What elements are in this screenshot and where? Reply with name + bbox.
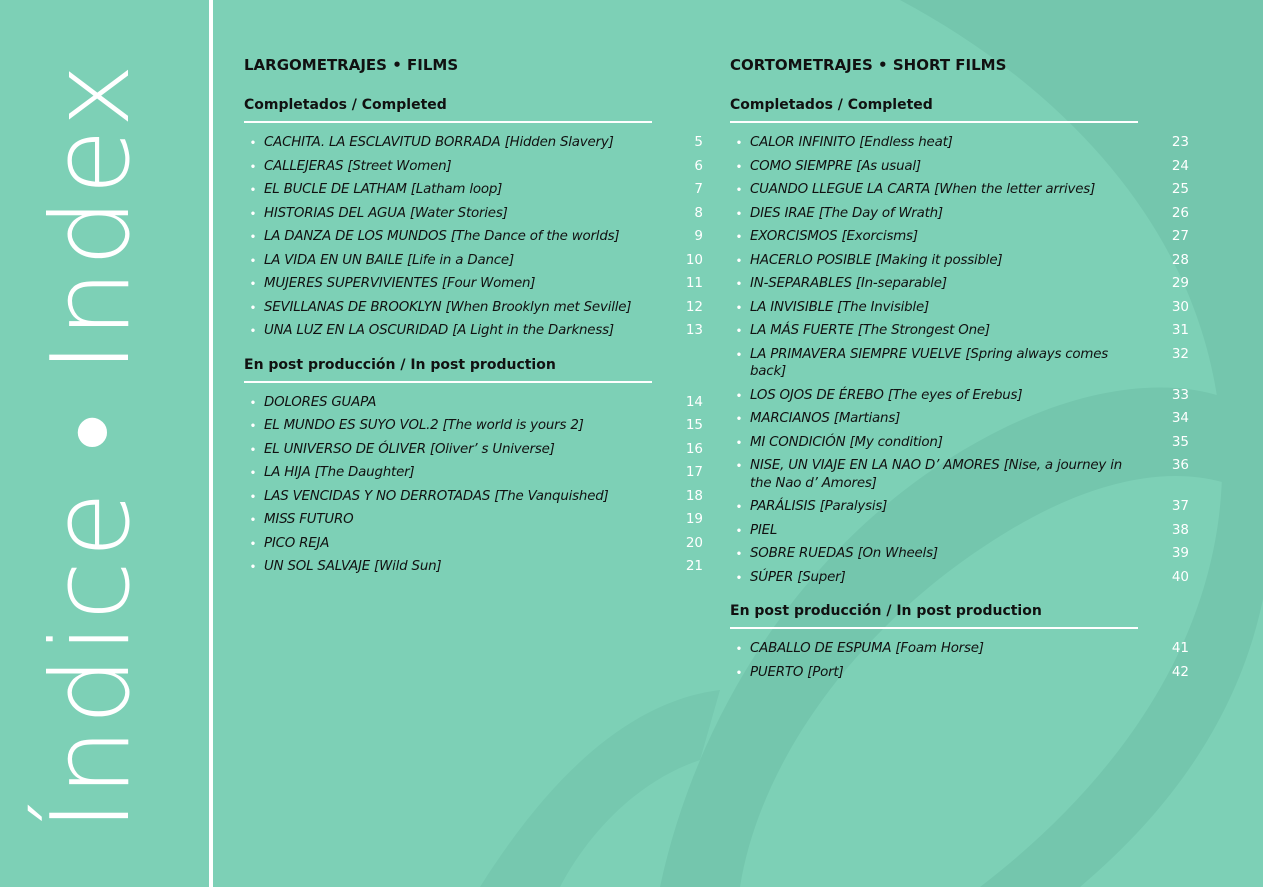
section-heading: Completados / Completed [244, 95, 652, 123]
list-item[interactable] [730, 566, 1192, 590]
bullet-icon: • [250, 299, 256, 314]
list-item[interactable] [730, 202, 1192, 226]
list-item[interactable] [244, 319, 706, 343]
list-item[interactable] [730, 384, 1192, 408]
bullet-icon: • [736, 641, 742, 655]
page-number: 36 [1171, 457, 1189, 473]
page-number: 21 [685, 558, 703, 574]
page-number: 34 [1171, 410, 1189, 426]
list-item[interactable] [244, 296, 706, 320]
bullet-icon: • [736, 387, 742, 402]
entry-title: COMO SIEMPRE [As usual] [750, 158, 921, 174]
bullet-icon: • [736, 135, 742, 149]
bullet-icon: • [250, 512, 256, 526]
page-number: 7 [694, 181, 703, 197]
page-number: 38 [1171, 521, 1189, 538]
bullet-icon: • [250, 535, 256, 550]
bullet-icon: • [736, 252, 742, 267]
entry-title: MISS FUTURO [264, 512, 354, 527]
entry-title: LA PRIMAVERA SIEMPRE VUELVE [Spring always comes back] [750, 346, 1109, 379]
entry-title: CALLEJERAS [Street Women] [264, 158, 452, 174]
entry-title: IN-SEPARABLES [In-separable] [750, 276, 947, 291]
entry-title: DOLORES GUAPA [264, 394, 377, 410]
list-item[interactable] [730, 225, 1192, 249]
bullet-icon: • [250, 323, 256, 337]
list-item[interactable] [244, 249, 706, 273]
page-number: 35 [1171, 433, 1189, 450]
list-item[interactable] [730, 131, 1192, 155]
page-number: 6 [694, 157, 703, 174]
page-number: 13 [685, 322, 703, 338]
page-number: 18 [685, 487, 703, 504]
entry-title: MUJERES SUPERVIVIENTES [Four Women] [264, 276, 536, 291]
bullet-icon: • [736, 499, 742, 513]
page-number: 23 [1171, 134, 1189, 150]
list-item[interactable] [244, 202, 706, 226]
bullet-icon: • [250, 205, 256, 220]
list-item[interactable] [730, 431, 1192, 455]
column-heading: LARGOMETRAJES • FILMS [244, 56, 459, 74]
bullet-icon: • [250, 418, 256, 432]
shorts-completed-section [730, 95, 1192, 589]
entry-title: DIES IRAE [The Day of Wrath] [750, 205, 943, 221]
page-number: 5 [694, 134, 703, 150]
list-item[interactable] [730, 519, 1192, 543]
list-item[interactable] [244, 438, 706, 462]
section-heading: En post producción / In post production [244, 355, 652, 383]
bullet-icon: • [736, 434, 742, 449]
entry-title: LA INVISIBLE [The Invisible] [750, 299, 930, 315]
entry-title: CABALLO DE ESPUMA [Foam Horse] [750, 641, 984, 656]
entry-title: LA VIDA EN UN BAILE [Life in a Dance] [264, 252, 514, 268]
entry-title: HACERLO POSIBLE [Making it possible] [750, 252, 1003, 268]
bullet-icon: • [736, 158, 742, 173]
page-number: 32 [1171, 345, 1189, 362]
entry-title: PIEL [750, 522, 778, 538]
page-number: 25 [1171, 181, 1189, 197]
entry-title: LA DANZA DE LOS MUNDOS [The Dance of the worlds] [264, 229, 620, 244]
entry-title: LA HIJA [The Daughter] [264, 465, 415, 480]
bullet-icon: • [250, 465, 256, 479]
entry-title: HISTORIAS DEL AGUA [Water Stories] [264, 205, 508, 221]
list-item[interactable] [244, 555, 706, 579]
bullet-icon: • [736, 458, 742, 472]
list-item[interactable] [730, 178, 1192, 202]
bullet-icon: • [736, 546, 742, 560]
page-number: 15 [685, 417, 703, 433]
page-number: 14 [685, 393, 703, 410]
list-item[interactable] [730, 407, 1192, 431]
list-item[interactable] [244, 225, 706, 249]
page-number: 11 [685, 275, 703, 291]
bullet-icon: • [250, 559, 256, 573]
entry-title: PUERTO [Port] [750, 664, 844, 680]
bullet-icon: • [736, 323, 742, 337]
page-number: 19 [685, 511, 703, 527]
list-item[interactable] [244, 131, 706, 155]
bullet-icon: • [250, 229, 256, 243]
list-item[interactable] [730, 343, 1192, 384]
page-number: 12 [685, 298, 703, 315]
bullet-icon: • [736, 205, 742, 220]
bullet-icon: • [736, 664, 742, 679]
list-item[interactable] [730, 155, 1192, 179]
page-number: 30 [1171, 298, 1189, 315]
entry-title: MI CONDICIÓN [My condition] [750, 434, 943, 450]
page-number: 39 [1171, 545, 1189, 561]
bullet-icon: • [736, 411, 742, 425]
bullet-icon: • [250, 135, 256, 149]
list-item[interactable] [730, 542, 1192, 566]
list-item[interactable] [244, 532, 706, 556]
entry-title: SEVILLANAS DE BROOKLYN [When Brooklyn met Seville] [264, 299, 632, 315]
entry-title: LOS OJOS DE ÉREBO [The eyes of Erebus] [750, 387, 1023, 403]
bullet-icon: • [736, 229, 742, 243]
list-item[interactable] [244, 414, 706, 438]
entry-title: LA MÁS FUERTE [The Strongest One] [750, 323, 990, 338]
page-number: 8 [694, 204, 703, 221]
entry-title: SÚPER [Super] [750, 569, 846, 585]
list-item[interactable] [730, 637, 1192, 661]
list-item[interactable] [730, 661, 1192, 685]
films-completed-section [244, 95, 706, 343]
vertical-divider [209, 0, 213, 887]
page-number: 10 [685, 251, 703, 268]
entry-title: LAS VENCIDAS Y NO DERROTADAS [The Vanquished] [264, 488, 609, 504]
films-post-production-section [244, 355, 706, 579]
page-number: 27 [1171, 228, 1189, 244]
bullet-icon: • [736, 182, 742, 196]
page-number: 9 [694, 228, 703, 244]
page-number: 40 [1171, 568, 1189, 585]
page-number: 37 [1171, 498, 1189, 514]
bullet-icon: • [736, 346, 742, 361]
page-number: 20 [685, 534, 703, 551]
list-item[interactable] [244, 391, 706, 415]
page-number: 31 [1171, 322, 1189, 338]
entry-title: EL UNIVERSO DE ÓLIVER [Oliver’ s Universe] [264, 441, 555, 457]
list-item[interactable] [730, 454, 1192, 495]
bullet-icon: • [250, 441, 256, 456]
list-item[interactable] [730, 495, 1192, 519]
shorts-post-production-section [730, 601, 1192, 684]
bullet-icon: • [250, 488, 256, 503]
list-item[interactable] [730, 272, 1192, 296]
entry-title: PARÁLISIS [Paralysis] [750, 499, 888, 514]
list-item[interactable] [244, 485, 706, 509]
entry-title: EXORCISMOS [Exorcisms] [750, 229, 918, 244]
bullet-icon: • [250, 394, 256, 409]
films-column [244, 54, 706, 591]
list-item[interactable] [244, 272, 706, 296]
entry-title: CALOR INFINITO [Endless heat] [750, 135, 953, 150]
entry-title: SOBRE RUEDAS [On Wheels] [750, 546, 938, 561]
section-heading: En post producción / In post production [730, 601, 1138, 629]
entry-title: MARCIANOS [Martians] [750, 411, 901, 426]
list-item[interactable] [730, 249, 1192, 273]
entry-title: CUANDO LLEGUE LA CARTA [When the letter arrives] [750, 182, 1096, 197]
bullet-icon: • [736, 299, 742, 314]
page-number: 28 [1171, 251, 1189, 268]
entry-title: PICO REJA [264, 535, 330, 551]
list-item[interactable] [244, 178, 706, 202]
page-number: 29 [1171, 275, 1189, 291]
bullet-icon: • [250, 182, 256, 196]
bullet-icon: • [250, 252, 256, 267]
entry-title: NISE, UN VIAJE EN LA NAO D’ AMORES [Nise, a journey in the Nao d’ Amores] [750, 458, 1123, 491]
page-number: 42 [1171, 663, 1189, 680]
bullet-icon: • [736, 569, 742, 584]
page-number: 33 [1171, 386, 1189, 403]
list-item[interactable] [244, 155, 706, 179]
entry-title: EL BUCLE DE LATHAM [Latham loop] [264, 182, 503, 197]
entry-title: UNA LUZ EN LA OSCURIDAD [A Light in the Darkness] [264, 323, 614, 338]
list-item[interactable] [244, 508, 706, 532]
bullet-icon: • [250, 276, 256, 290]
list-item[interactable] [244, 461, 706, 485]
entry-title: EL MUNDO ES SUYO VOL.2 [The world is yours 2] [264, 418, 584, 433]
side-title: Índice • Index [29, 60, 154, 832]
section-heading: Completados / Completed [730, 95, 1138, 123]
page-number: 26 [1171, 204, 1189, 221]
entry-title: CACHITA. LA ESCLAVITUD BORRADA [Hidden Slavery] [264, 135, 614, 150]
page-number: 17 [685, 464, 703, 480]
short-films-column [730, 54, 1192, 696]
bullet-icon: • [736, 522, 742, 537]
page-number: 24 [1171, 157, 1189, 174]
list-item[interactable] [730, 296, 1192, 320]
column-heading: CORTOMETRAJES • SHORT FILMS [730, 56, 1007, 74]
bullet-icon: • [736, 276, 742, 290]
page-number: 41 [1171, 640, 1189, 656]
entry-title: UN SOL SALVAJE [Wild Sun] [264, 559, 442, 574]
page-number: 16 [685, 440, 703, 457]
bullet-icon: • [250, 158, 256, 173]
list-item[interactable] [730, 319, 1192, 343]
